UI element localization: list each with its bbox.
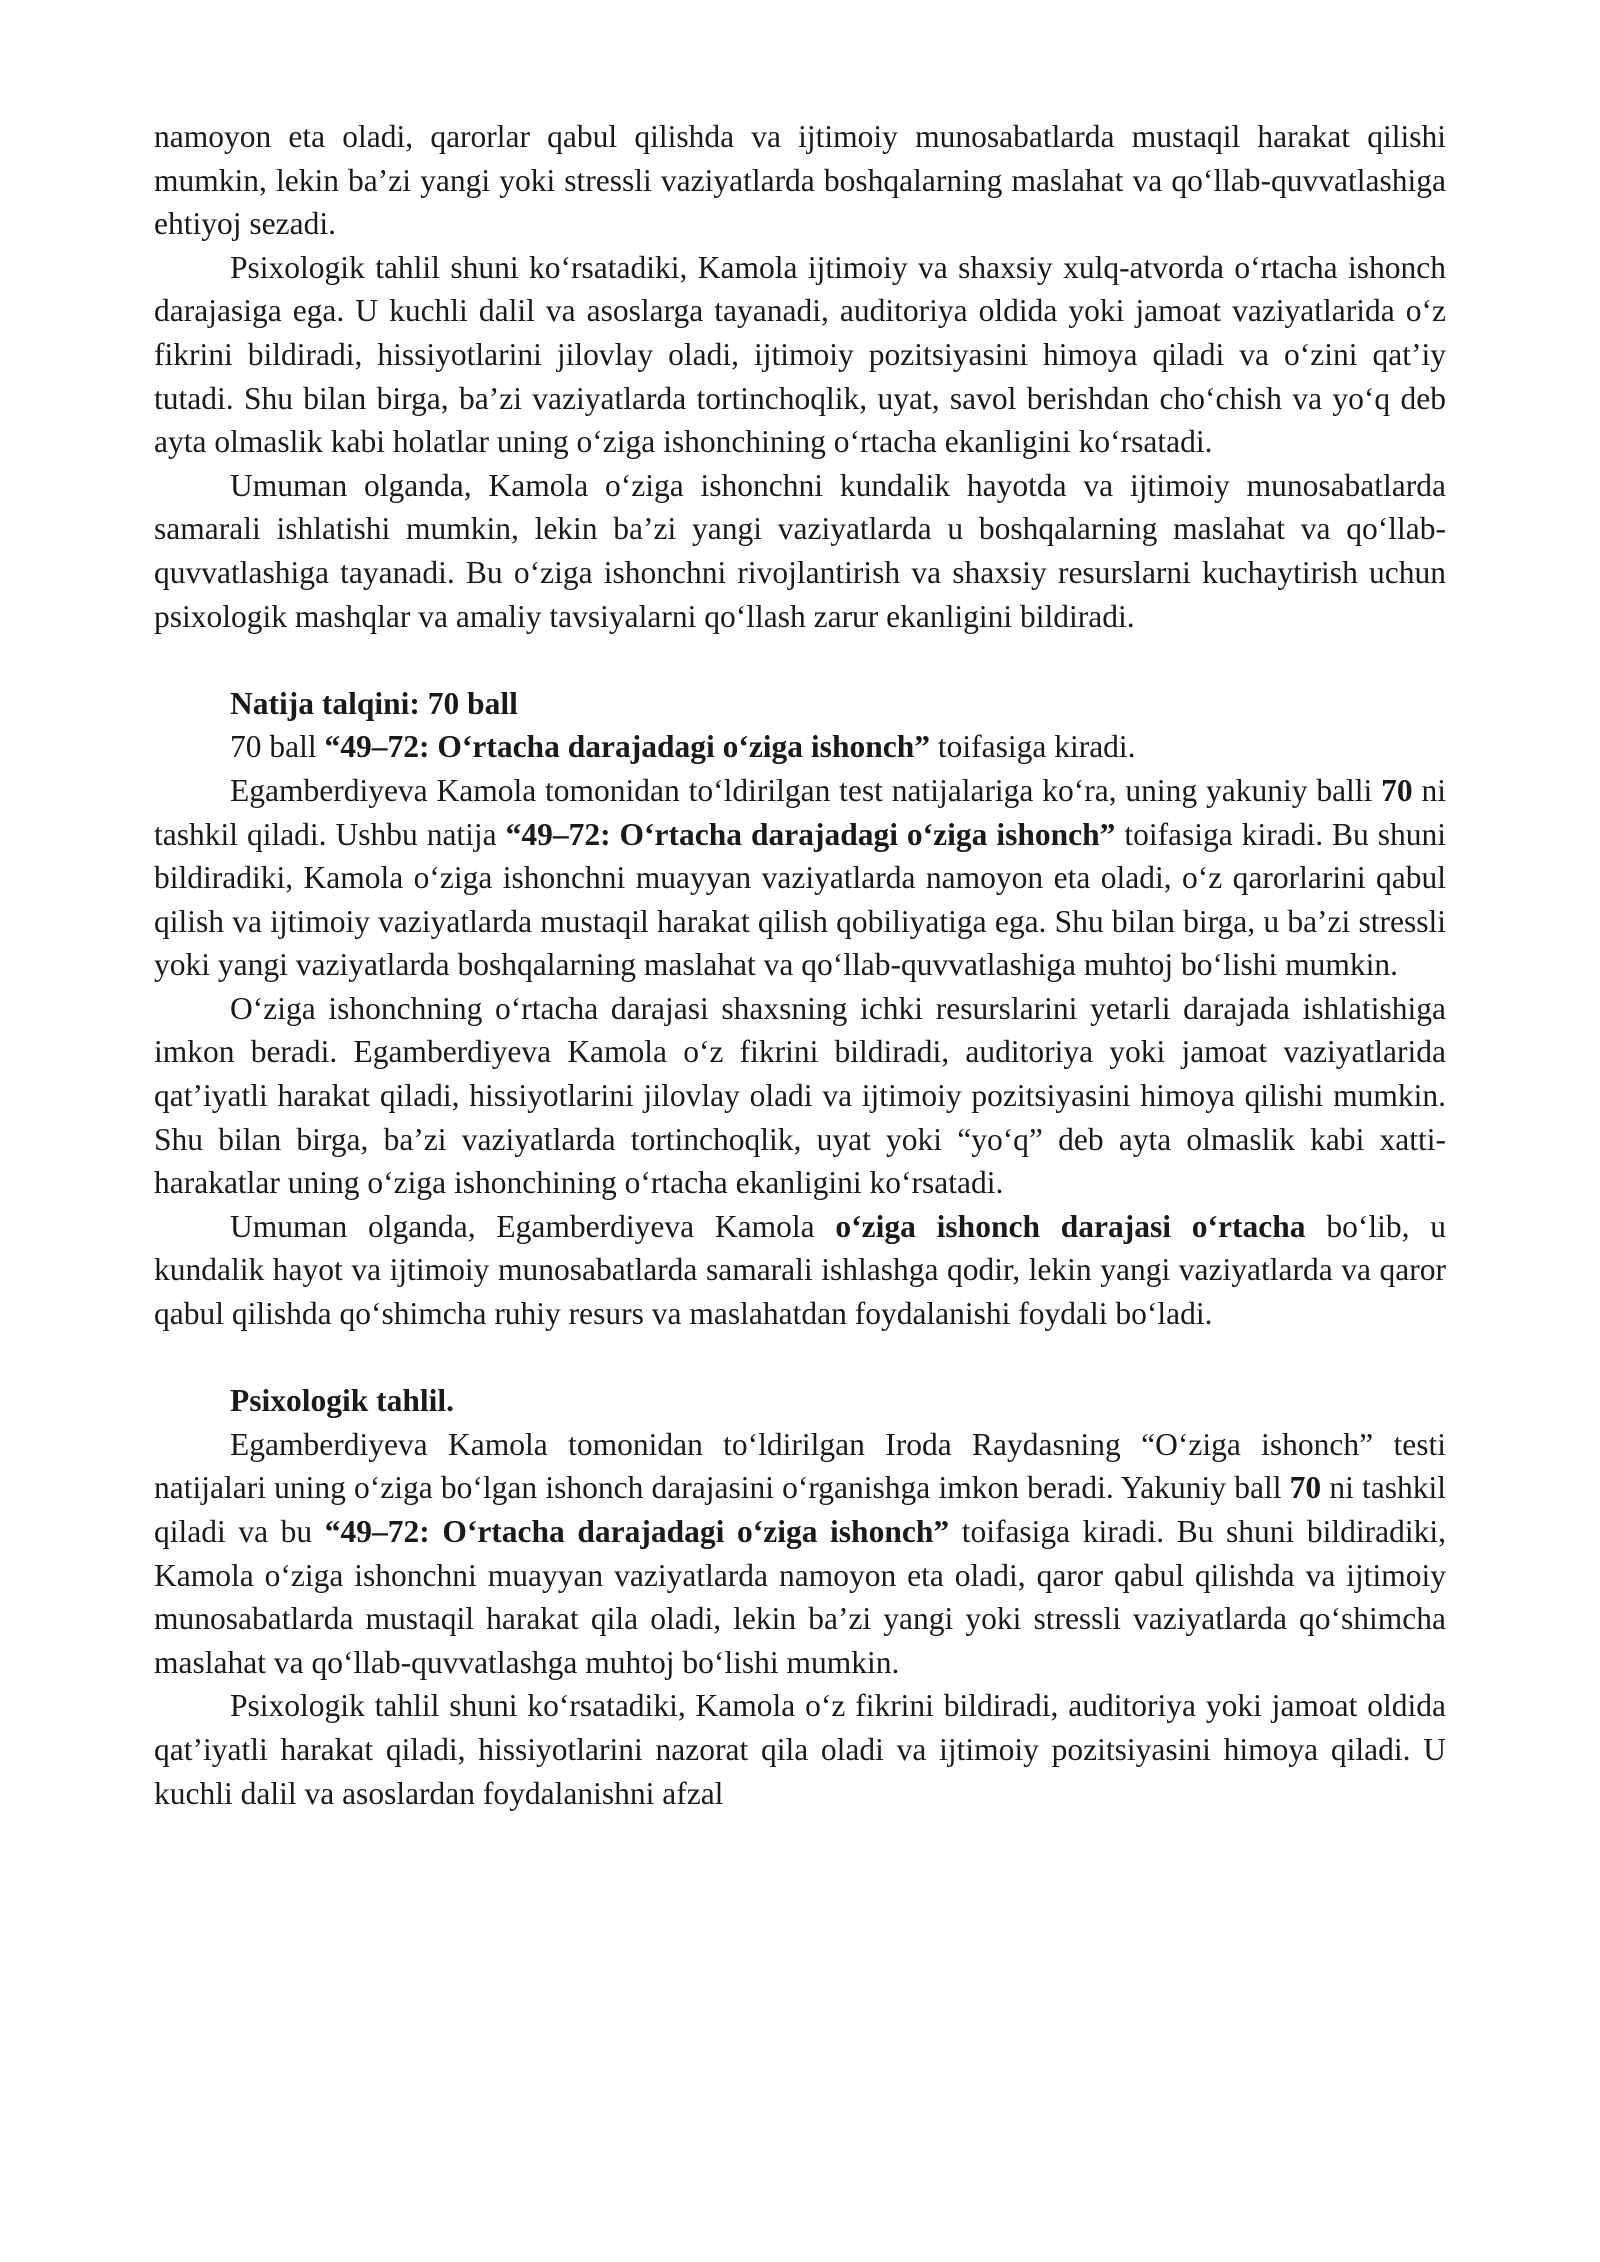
body-paragraph: [154, 725, 1446, 769]
bold-text: Psixologik tahlil.: [230, 1383, 455, 1419]
text-run: Psixologik tahlil shuni ko‘rsatadiki, Kamola ijtimoiy va shaxsiy xulq-atvorda o‘rtacha ishonch darajasiga ega. U kuchli dalil va asoslarga tayanadi, auditoriya oldida yoki jamoat vaziyatlarida o‘z fikrini bildiradi, hissiyotlarini jilovlay oladi, ijtimoiy pozitsiyasini himoya qiladi va o‘zini qat’iy tutadi. Shu bilan birga, ba’zi vaziyatlarda tortinchoqlik, uyat, savol berishdan cho‘chish va yo‘q deb ayta olmaslik kabi holatlar uning o‘ziga ishonchining o‘rtacha ekanligini ko‘rsatadi.: [154, 249, 1446, 460]
text-run: toifasiga kiradi. Bu shuni bildiradiki, Kamola o‘ziga ishonchni muayyan vaziyatlarda namoyon eta oladi, o‘z qarorlarini qabul qilish va ijtimoiy vaziyatlarda mustaqil harakat qilish qobiliyatiga ega. Shu bilan birga, u ba’zi stressli yoki yangi vaziyatlarda boshqalarning maslahat va qo‘llab-quvvatlashiga muhtoj bo‘lishi mumkin.: [154, 816, 1446, 983]
text-run: toifasiga kiradi. Bu shuni bildiradiki, Kamola o‘ziga ishonchni muayyan vaziyatlarda namoyon eta oladi, qaror qabul qilishda va ijtimoiy munosabatlarda mustaqil harakat qila oladi, lekin ba’zi yangi yoki stressli vaziyatlarda qo‘shimcha maslahat va qo‘llab-quvvatlashga muhtoj bo‘lishi mumkin.: [154, 1514, 1447, 1680]
text-run: Umuman olganda, Kamola o‘ziga ishonchni kundalik hayotda va ijtimoiy munosabatlarda samarali ishlatishi mumkin, lekin ba’zi yangi vaziyatlarda u boshqalarning maslahat va qo‘llab-quvvatlashiga tayanadi. Bu o‘ziga ishonchni rivojlantirish va shaxsiy resurslarni kuchaytirish uchun psixologik mashqlar va amaliy tavsiyalarni qo‘llash zarur ekanligini bildiradi.: [154, 467, 1446, 634]
text-run: namoyon eta oladi, qarorlar qabul qilishda va ijtimoiy munosabatlarda mustaqil harakat qilishi mumkin, lekin ba’zi yangi yoki stressli vaziyatlarda boshqalarning maslahat va qo‘llab-quvvatlashiga ehtiyoj sezadi.: [154, 119, 1446, 242]
bold-text: 70: [1381, 772, 1413, 808]
paragraph-gap: [154, 1336, 1446, 1380]
body-paragraph: [154, 464, 1446, 638]
text-run: ni tashkil qiladi. Ushbu natija: [154, 772, 1446, 852]
text-run: toifasiga kiradi.: [929, 729, 1136, 765]
text-run: bo‘lib, u kundalik hayot va ijtimoiy munosabatlarda samarali ishlashga qodir, lekin yangi vaziyatlarda va qaror qabul qilishda qo‘shimcha ruhiy resurs va maslahatdan foydalanishi foydali bo‘ladi.: [154, 1208, 1446, 1332]
paragraph-gap: [154, 638, 1446, 682]
bold-text: “49–72: O‘rtacha darajadagi o‘ziga ishonch”: [324, 1514, 950, 1549]
bold-text: Natija talqini: 70 ball: [230, 685, 518, 721]
body-paragraph: [154, 987, 1446, 1205]
body-paragraph: [154, 1423, 1446, 1685]
section-heading: [154, 1379, 1446, 1423]
text-run: ni tashkil qiladi va bu: [154, 1470, 1446, 1549]
body-paragraph: [154, 115, 1446, 246]
text-run: O‘ziga ishonchning o‘rtacha darajasi shaxsning ichki resurslarini yetarli darajada ishlatishiga imkon beradi. Egamberdiyeva Kamola o‘z fikrini bildiradi, auditoriya yoki jamoat vaziyatlarida qat’iyatli harakat qiladi, hissiyotlarini jilovlay oladi va ijtimoiy pozitsiyasini himoya qilishi mumkin. Shu bilan birga, ba’zi vaziyatlarda tortinchoqlik, uyat yoki “yo‘q” deb ayta olmaslik kabi xatti-harakatlar uning o‘ziga ishonchining o‘rtacha ekanligini ko‘rsatadi.: [154, 990, 1446, 1201]
text-run: Egamberdiyeva Kamola tomonidan to‘ldirilgan Iroda Raydasning “O‘ziga ishonch” testi natijalari uning o‘ziga bo‘lgan ishonch darajasini o‘rganishga imkon beradi. Yakuniy ball: [154, 1426, 1446, 1506]
body-paragraph: [154, 1205, 1446, 1336]
section-heading: [154, 682, 1446, 726]
text-run: Egamberdiyeva Kamola tomonidan to‘ldirilgan test natijalariga ko‘ra, uning yakuniy balli: [230, 772, 1382, 808]
text-run: 70 ball: [230, 729, 325, 765]
bold-text: “49–72: O‘rtacha darajadagi o‘ziga ishonch”: [505, 816, 1116, 852]
bold-text: 70: [1289, 1470, 1322, 1506]
text-run: Umuman olganda, Egamberdiyeva Kamola: [230, 1208, 836, 1244]
bold-text: “49–72: O‘rtacha darajadagi o‘ziga ishonch”: [324, 729, 930, 765]
text-run: Psixologik tahlil shuni ko‘rsatadiki, Kamola o‘z fikrini bildiradi, auditoriya yoki jamoat oldida qat’iyatli harakat qiladi, hissiyotlarini nazorat qila oladi va ijtimoiy pozitsiyasini himoya qiladi. U kuchli dalil va asoslardan foydalanishni afzal: [154, 1688, 1446, 1811]
body-paragraph: [154, 246, 1446, 464]
body-paragraph: [154, 769, 1446, 987]
body-paragraph: [154, 1684, 1446, 1815]
bold-text: o‘ziga ishonch darajasi o‘rtacha: [835, 1208, 1306, 1244]
